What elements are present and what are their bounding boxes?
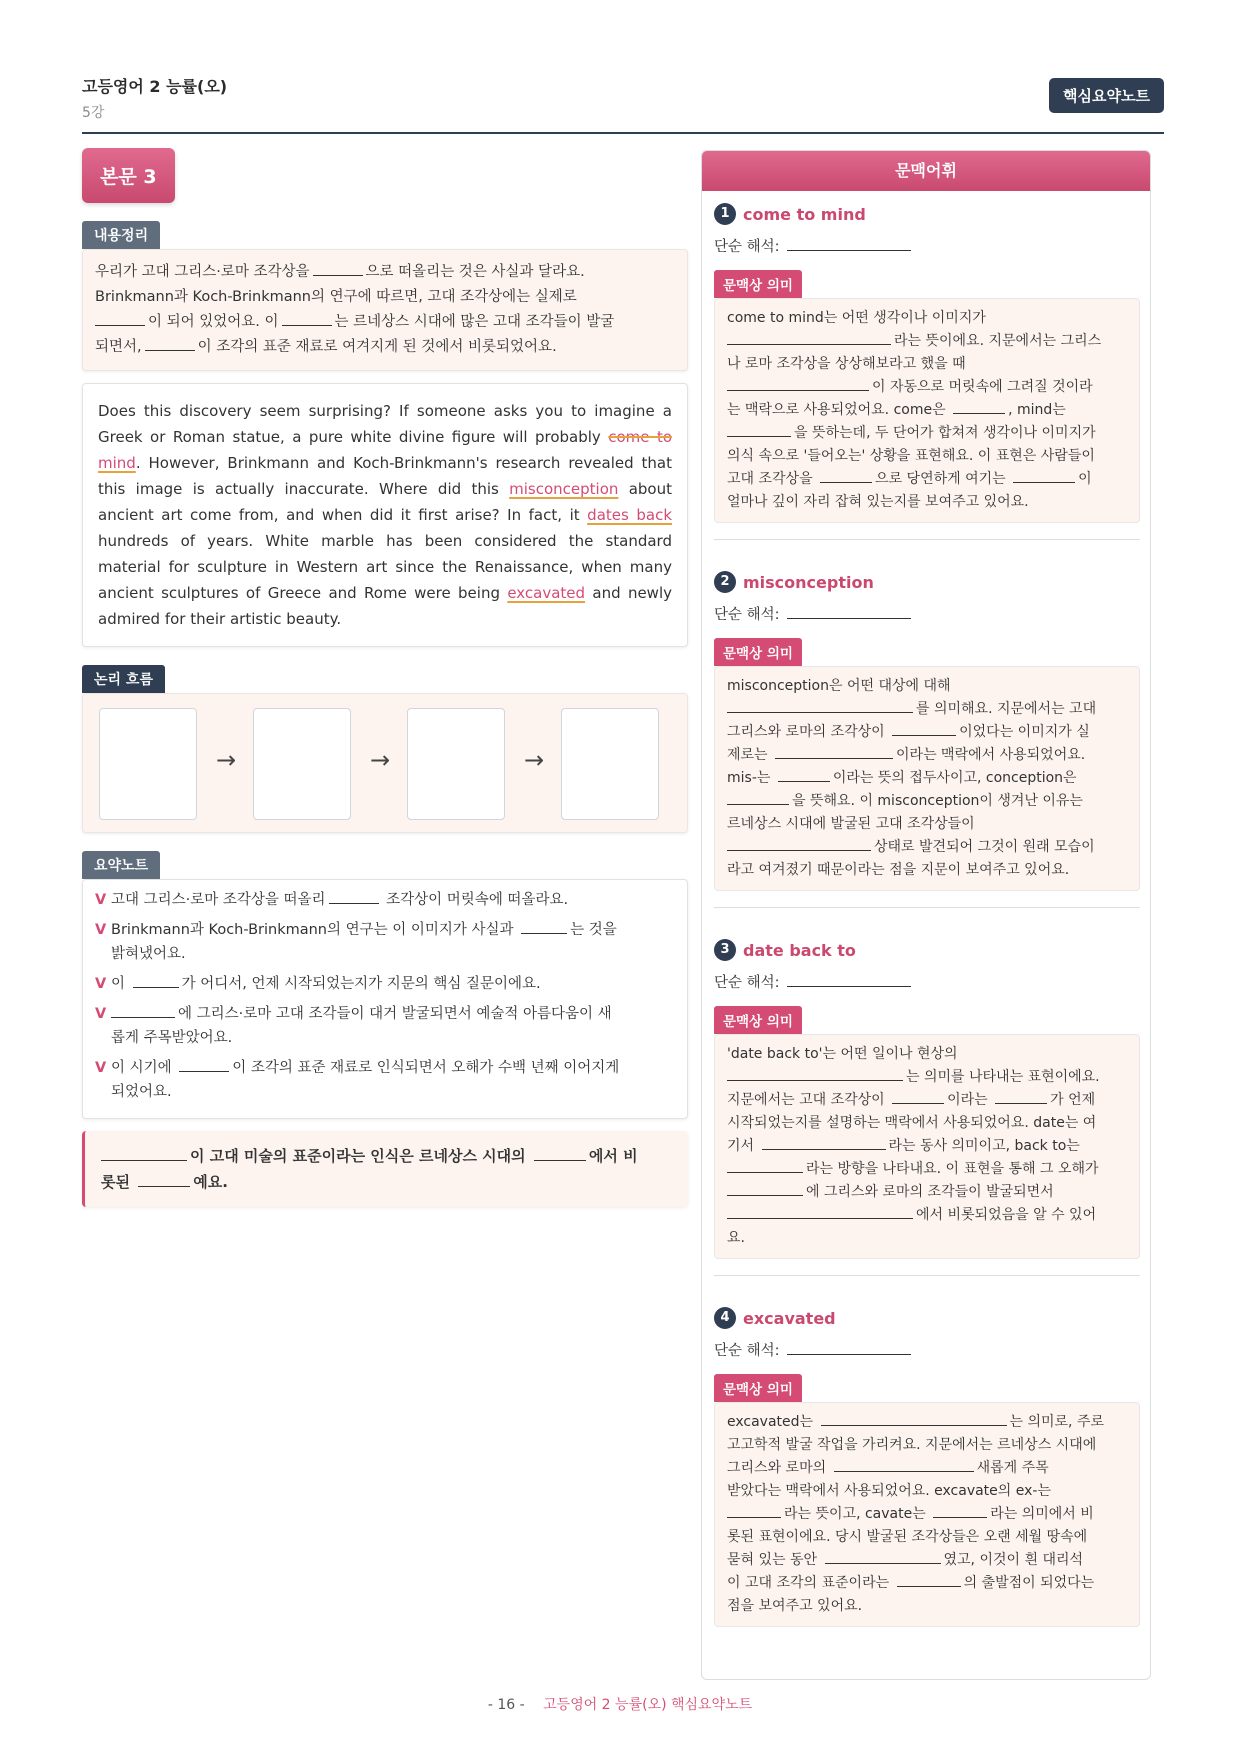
summary-section [82,221,688,371]
check-mark: V [95,892,107,908]
meaning-text: 이 고대 조각의 표준이라는 [727,1575,890,1591]
flow-label: 논리 흐름 [82,665,165,693]
meaning-tab: 문맥상 의미 [714,1006,802,1034]
arrow-right-icon: → [216,746,237,774]
note-text: 롭게 주목받았어요. [111,1030,233,1046]
vocab-item-misconception [714,569,1140,908]
book-title: 고등영어 2 능률(오) [82,77,228,96]
meaning-text: 라는 방향을 나타내요. 이 표현을 통해 그 오해가 [806,1161,1099,1177]
meaning-text: 이 [1078,471,1092,487]
keyword-come-to: come to [608,428,672,446]
blank[interactable] [101,1147,187,1161]
vocab-item-excavated [714,1305,1140,1627]
meaning-text: 에서 비롯되었음을 알 수 있어 [916,1207,1097,1223]
flow-box [82,693,688,833]
notes-label: 요약노트 [82,851,160,879]
note-text: 는 것을 [570,922,617,938]
meaning-text: 라는 뜻이고, cavate는 [784,1506,926,1522]
notes-section [82,851,688,1119]
meaning-text: 점을 보여주고 있어요. [727,1598,863,1614]
callout-text: 이 고대 미술의 표준이라는 인식은 르네상스 시대의 [190,1147,526,1165]
footer-title: 고등영어 2 능률(오) 핵심요약노트 [543,1697,753,1713]
meaning-text: 지문에서는 고대 조각상이 [727,1092,885,1108]
blank[interactable] [138,1173,190,1187]
flow-card-2[interactable] [253,708,351,820]
meaning-tab: 문맥상 의미 [714,638,802,666]
blank[interactable] [133,974,179,988]
meaning-text: 의 출발점이 되었다는 [963,1575,1095,1591]
meaning-text: 받았다는 맥락에서 사용되었어요. excavate의 ex-는 [727,1483,1051,1499]
note-text: Brinkmann과 Koch-Brinkmann의 연구는 이 이미지가 사실과 [111,922,514,938]
keyword-mind: mind [98,454,136,472]
check-mark: V [95,976,107,992]
blank[interactable] [787,973,911,987]
blank[interactable] [762,1136,886,1150]
note-text: 밝혀냈어요. [111,946,186,962]
note-text: 이 시기에 [111,1060,172,1076]
key-summary-callout [82,1131,688,1207]
vocab-item-date-back-to [714,937,1140,1276]
check-mark: V [95,1060,107,1076]
blank[interactable] [775,745,893,759]
meaning-text: 의식 속으로 '들어오는' 상황을 표현해요. 이 표현은 사람들이 [727,448,1095,464]
meaning-text: 기서 [727,1138,755,1154]
blank[interactable] [727,791,789,805]
summary-label: 내용정리 [82,221,160,249]
keyword-excavated: excavated [507,584,586,602]
meaning-box [714,1034,1140,1259]
note-item [95,1056,675,1104]
vocab-word: come to mind [743,204,866,224]
meaning-text: 새롭게 주목 [976,1460,1049,1476]
note-text: 조각상이 머릿속에 떠올라요. [386,892,569,908]
meaning-text: 이라는 맥락에서 사용되었어요. [896,747,1086,763]
meaning-box [714,298,1140,523]
vocab-word: date back to [743,940,856,960]
blank[interactable] [778,768,830,782]
blank[interactable] [897,1573,961,1587]
meaning-tab: 문맥상 의미 [714,270,802,298]
meaning-text: 그리스와 로마의 [727,1460,827,1476]
meaning-text: 제로는 [727,747,768,763]
passage-text: Does this discovery seem surprising? If someone asks you to imagine a Greek or Roman statue, a pure white divine figure will probably [98,402,672,446]
flow-card-1[interactable] [99,708,197,820]
page-header [82,70,1164,134]
blank[interactable] [787,605,911,619]
vocab-number: 4 [714,1307,736,1329]
passage-text: hundreds of years. White marble has been considered the standard material for sculpture in Western art since the Renaissance, when many ancient sculptures of Greece and Rome were being [98,532,672,602]
meaning-tab: 문맥상 의미 [714,1374,802,1402]
vocab-item-come-to-mind [714,201,1140,540]
note-item [95,918,675,966]
meaning-text: 으로 당연하게 여기는 [875,471,1006,487]
vocab-word: excavated [743,1308,836,1328]
simple-label: 단순 해석: [714,975,780,991]
meaning-box [714,1402,1140,1627]
blank[interactable] [145,337,195,351]
blank[interactable] [111,1004,175,1018]
meaning-text: 롯된 표현이에요. 당시 발굴된 조각상들은 오랜 세월 땅속에 [727,1529,1088,1545]
meaning-text: 라는 뜻이에요. 지문에서는 그리스 [894,333,1102,349]
meaning-text: 을 뜻하는데, 두 단어가 합쳐져 생각이나 이미지가 [794,425,1096,441]
callout-text: 롯된 [101,1173,130,1191]
blank[interactable] [834,1458,974,1472]
meaning-text: 이 자동으로 머릿속에 그려질 것이라 [872,379,1093,395]
lesson-label: 5강 [82,105,105,121]
blank[interactable] [521,920,567,934]
meaning-text: 상태로 발견되어 그것이 원래 모습이 [874,839,1095,855]
blank[interactable] [787,1341,911,1355]
blank[interactable] [95,312,145,326]
summary-text-7: 이 조각의 표준 재료로 여겨지게 된 것에서 비롯되었어요. [197,339,557,355]
note-item [95,1002,675,1050]
check-mark: V [95,1006,107,1022]
passage-text: about ancient art come from, and when did it first arise? In fact, it [98,480,672,524]
meaning-text: 는 맥락으로 사용되었어요. come은 [727,402,946,418]
blank[interactable] [727,377,869,391]
meaning-text: 였고, 이것이 흰 대리석 [943,1552,1084,1568]
meaning-text: come to mind는 어떤 생각이나 이미지가 [727,310,986,326]
blank[interactable] [727,699,913,713]
arrow-right-icon: → [370,746,391,774]
blank[interactable] [995,1090,1047,1104]
meaning-box [714,666,1140,891]
blank[interactable] [727,1205,913,1219]
meaning-text: misconception은 어떤 대상에 대해 [727,678,951,694]
summary-text-1: 우리가 고대 그리스·로마 조각상을 [95,264,310,280]
page-number: - 16 - [487,1697,525,1713]
meaning-text: 이라는 [947,1092,988,1108]
note-item [95,972,675,996]
arrow-right-icon: → [524,746,545,774]
blank[interactable] [313,262,363,276]
simple-label: 단순 해석: [714,1343,780,1359]
meaning-text: 이라는 뜻의 접두사이고, conception은 [832,770,1077,786]
summary-text-3: Brinkmann과 Koch-Brinkmann의 연구에 따르면, 고대 조각상에는 실제로 [95,289,577,305]
blank[interactable] [1013,469,1075,483]
passage-tab: 본문 3 [82,148,175,203]
meaning-text: 가 언제 [1050,1092,1096,1108]
summary-text-5: 는 르네상스 시대에 많은 고대 조각들이 발굴 [334,314,615,330]
meaning-text: 을 뜻해요. 이 misconception이 생겨난 이유는 [792,793,1083,809]
summary-text-2: 으로 떠올리는 것은 사실과 달라요. [365,264,585,280]
note-item [95,888,675,912]
note-text: 이 [111,976,126,992]
check-mark: V [95,922,107,938]
blank[interactable] [727,837,871,851]
left-column [82,148,688,1207]
flow-card-3[interactable] [407,708,505,820]
blank[interactable] [933,1504,987,1518]
vocab-number: 1 [714,203,736,225]
divider [714,539,1140,540]
blank[interactable] [282,312,332,326]
keyword-dates-back: dates back [587,506,673,524]
summary-text-4: 이 되어 있었어요. 이 [148,314,279,330]
meaning-text: 는 의미로, 주로 [1009,1414,1105,1430]
blank[interactable] [534,1147,586,1161]
meaning-text: 라고 여겨졌기 때문이라는 점을 지문이 보여주고 있어요. [727,862,1070,878]
divider [714,1275,1140,1276]
blank[interactable] [179,1058,229,1072]
meaning-text: excavated는 [727,1414,814,1430]
note-badge: 핵심요약노트 [1049,78,1164,113]
meaning-text: 고고학적 발굴 작업을 가리켜요. 지문에서는 르네상스 시대에 [727,1437,1097,1453]
summary-text-6: 되면서, [95,339,142,355]
vocab-panel [701,150,1151,1680]
note-text: 에 그리스·로마 고대 조각들이 대거 발굴되면서 예술적 아름다움이 새 [178,1006,612,1022]
meaning-text: 얼마나 깊이 자리 잡혀 있는지를 보여주고 있어요. [727,494,1029,510]
blank[interactable] [727,1182,803,1196]
blank[interactable] [820,469,872,483]
meaning-text: 는 의미를 나타내는 표현이에요. [906,1069,1100,1085]
vocab-panel-title: 문맥어휘 [702,151,1150,191]
keyword-misconception: misconception [509,480,619,498]
flow-section [82,665,688,833]
page-footer [0,1694,1240,1714]
blank[interactable] [727,423,791,437]
notes-box [82,879,688,1119]
passage-text: and newly admired for their artistic beauty. [98,584,672,628]
meaning-text: 나 로마 조각상을 상상해보라고 했을 때 [727,356,966,372]
divider [714,907,1140,908]
blank[interactable] [329,890,379,904]
meaning-text: 이었다는 이미지가 실 [959,724,1090,740]
blank[interactable] [892,722,956,736]
meaning-text: 'date back to'는 어떤 일이나 현상의 [727,1046,958,1062]
meaning-text: 를 의미해요. 지문에서는 고대 [916,701,1097,717]
blank[interactable] [953,400,1005,414]
blank[interactable] [825,1550,941,1564]
meaning-text: 에 그리스와 로마의 조각들이 발굴되면서 [806,1184,1054,1200]
callout-text: 예요. [193,1173,228,1191]
blank[interactable] [727,1504,781,1518]
vocab-word: misconception [743,572,874,592]
flow-card-4[interactable] [561,708,659,820]
meaning-text: 고대 조각상을 [727,471,813,487]
blank[interactable] [727,331,891,345]
simple-label: 단순 해석: [714,239,780,255]
meaning-text: 요. [727,1230,745,1246]
blank[interactable] [787,237,911,251]
passage-box [82,383,688,647]
note-text: 되었어요. [111,1084,172,1100]
blank[interactable] [727,1159,803,1173]
meaning-text: 라는 동사 의미이고, back to는 [888,1138,1080,1154]
blank[interactable] [821,1412,1007,1426]
simple-label: 단순 해석: [714,607,780,623]
meaning-text: mis-는 [727,770,771,786]
meaning-text: 라는 의미에서 비 [990,1506,1094,1522]
vocab-number: 2 [714,571,736,593]
summary-box [82,249,688,371]
note-text: 이 조각의 표준 재료로 인식되면서 오해가 수백 년째 이어지게 [232,1060,620,1076]
callout-text: 에서 비 [588,1147,638,1165]
blank[interactable] [727,1067,903,1081]
meaning-text: 르네상스 시대에 발굴된 고대 조각상들이 [727,816,975,832]
note-text: 고대 그리스·로마 조각상을 떠올리 [111,892,326,908]
meaning-text: 묻혀 있는 동안 [727,1552,818,1568]
meaning-text: 그리스와 로마의 조각상이 [727,724,885,740]
meaning-text: 시작되었는지를 설명하는 맥락에서 사용되었어요. date는 여 [727,1115,1097,1131]
meaning-text: , mind는 [1008,402,1066,418]
passage-text: . However, Brinkmann and Koch-Brinkmann's research revealed that this image is actually inaccurate. Where did this [98,454,672,498]
blank[interactable] [892,1090,944,1104]
vocab-number: 3 [714,939,736,961]
note-text: 가 어디서, 언제 시작되었는지가 지문의 핵심 질문이에요. [181,976,541,992]
